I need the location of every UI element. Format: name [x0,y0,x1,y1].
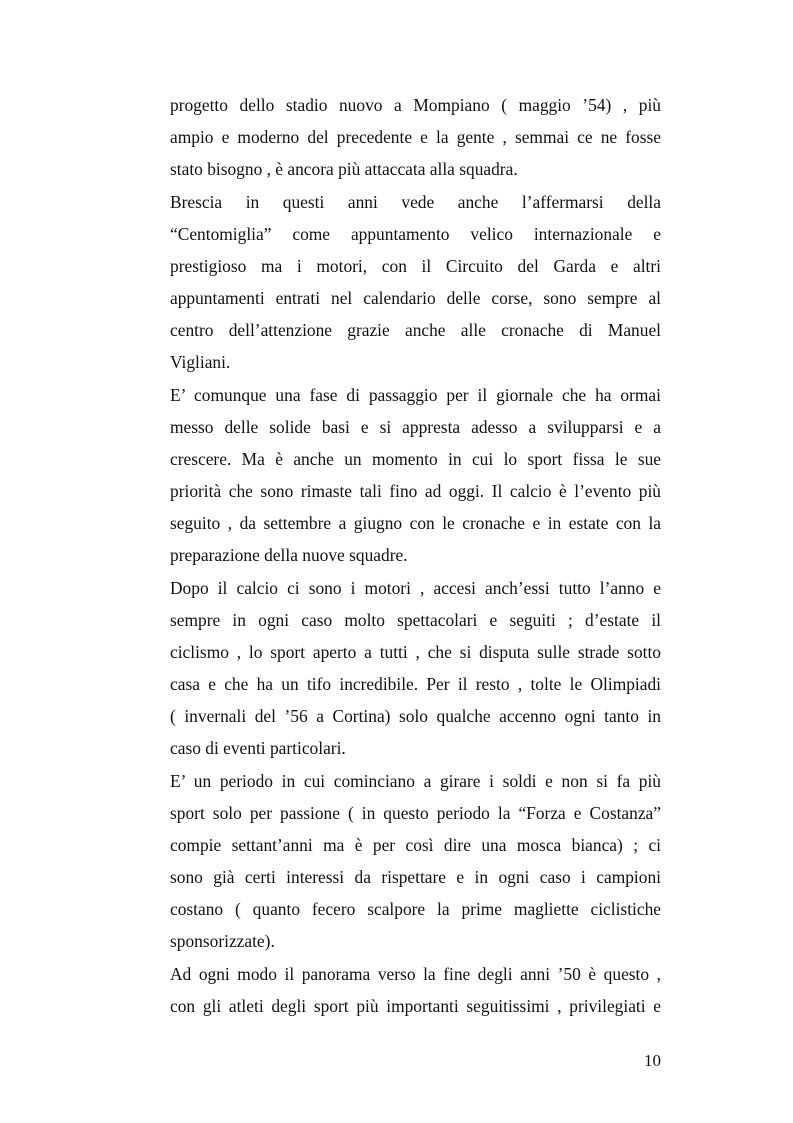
text-line-10: E’ comunque una fase di passaggio per il giornale che ha ormai [170,385,661,405]
text-line-11: messo delle solide basi e si appresta adesso a svilupparsi e a [170,417,661,437]
text-line-19: casa e che ha un tifo incredibile. Per il resto , tolte le Olimpiadi [170,674,661,694]
text-line-4: Brescia in questi anni vede anche l’affermarsi della [170,192,661,212]
text-line-20: ( invernali del ’56 a Cortina) solo qualche accenno ogni tanto in [170,706,661,726]
text-line-13: priorità che sono rimaste tali fino ad oggi. Il calcio è l’evento più [170,481,661,501]
text-line-7: appuntamenti entrati nel calendario delle corse, sono sempre al [170,288,661,308]
text-line-25: sono già certi interessi da rispettare e in ogni caso i campioni [170,867,661,887]
text-line-29: con gli atleti degli sport più importanti seguitissimi , privilegiati e [170,996,661,1016]
page-number: 10 [644,1051,661,1070]
text-line-18: ciclismo , lo sport aperto a tutti , che si disputa sulle strade sotto [170,642,661,662]
text-line-26: costano ( quanto fecero scalpore la prime magliette ciclistiche [170,899,661,919]
text-line-5: “Centomiglia” come appuntamento velico internazionale e [170,224,661,244]
text-line-2: ampio e moderno del precedente e la gente , semmai ce ne fosse [170,127,661,147]
text-line-1: progetto dello stadio nuovo a Mompiano ( maggio ’54) , più [170,95,661,115]
text-line-16: Dopo il calcio ci sono i motori , accesi anch’essi tutto l’anno e [170,578,661,598]
text-line-15: preparazione della nuove squadre. [170,545,408,565]
text-line-14: seguito , da settembre a giugno con le cronache e in estate con la [170,513,661,533]
text-line-22: E’ un periodo in cui cominciano a girare i soldi e non si fa più [170,771,661,791]
text-line-12: crescere. Ma è anche un momento in cui lo sport fissa le sue [170,449,661,469]
text-line-28: Ad ogni modo il panorama verso la fine degli anni ’50 è questo , [170,964,661,984]
text-line-3: stato bisogno , è ancora più attaccata alla squadra. [170,159,518,179]
text-line-6: prestigioso ma i motori, con il Circuito del Garda e altri [170,256,661,276]
text-line-23: sport solo per passione ( in questo periodo la “Forza e Costanza” [170,803,661,823]
text-line-27: sponsorizzate). [170,931,275,951]
text-line-8: centro dell’attenzione grazie anche alle cronache di Manuel [170,320,661,340]
text-line-9: Vigliani. [170,352,231,372]
text-line-21: caso di eventi particolari. [170,738,346,758]
text-line-24: compie settant’anni ma è per così dire una mosca bianca) ; ci [170,835,661,855]
text-line-17: sempre in ogni caso molto spettacolari e seguiti ; d’estate il [170,610,661,630]
